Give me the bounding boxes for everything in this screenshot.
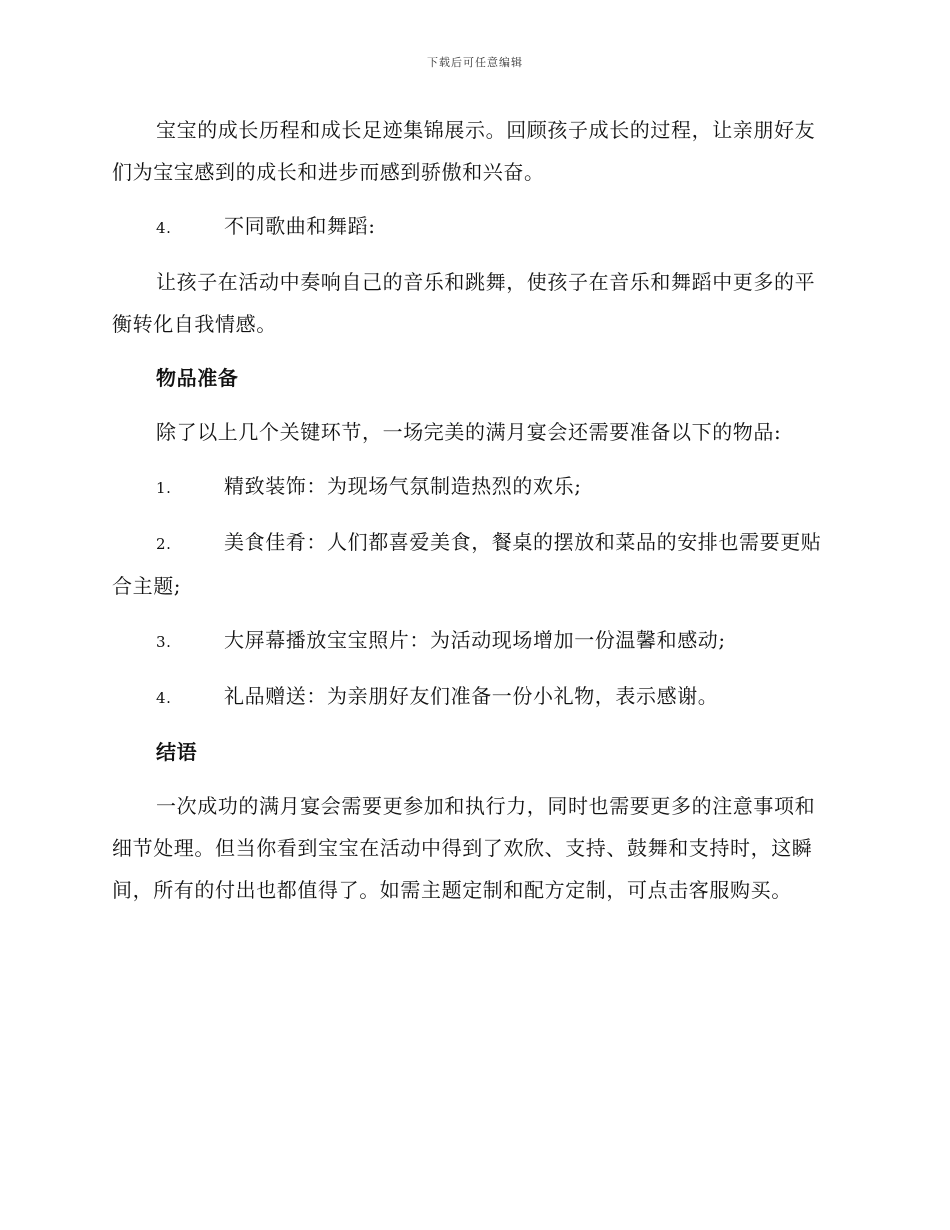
list-item-text: 大屏幕播放宝宝照片：为活动现场增加一份温馨和感动;: [224, 628, 726, 652]
list-item-text: 不同歌曲和舞蹈:: [224, 214, 376, 238]
list-item-text: 美食佳肴：人们都喜爱美食，餐桌的摆放和菜品的安排也需要更贴合主题;: [112, 530, 822, 598]
section-heading-conclusion: 结语: [156, 740, 198, 764]
list-item-text: 精致装饰：为现场气氛制造热烈的欢乐;: [224, 474, 582, 498]
paragraph-conclusion: 一次成功的满月宴会需要更参加和执行力，同时也需要更多的注意事项和细节处理。但当你看到宝宝在活动中得到了欢欣、支持、鼓舞和支持时，这瞬间，所有的付出也都值得了。如需主题定制和配方定制，可点击客服购买。: [112, 794, 816, 902]
paragraph-music-dance: 让孩子在活动中奏响自己的音乐和跳舞，使孩子在音乐和舞蹈中更多的平衡转化自我情感。: [112, 270, 816, 336]
list-item-food: [112, 521, 832, 607]
list-number: 4.: [156, 689, 172, 707]
paragraph-growth-showcase: 宝宝的成长历程和成长足迹集锦展示。回顾孩子成长的过程，让亲朋好友们为宝宝感到的成长和进步而感到骄傲和兴奋。: [112, 118, 816, 184]
list-item-decoration: [112, 465, 832, 509]
list-item-gifts: [112, 675, 832, 719]
list-number: 1.: [156, 479, 172, 497]
list-number: 4.: [156, 219, 172, 237]
section-heading-supplies: 物品准备: [156, 366, 239, 390]
page-header: 下载后可任意编辑: [427, 56, 523, 69]
list-number: 3.: [156, 633, 172, 651]
list-item-text: 礼品赠送：为亲朋好友们准备一份小礼物，表示感谢。: [224, 684, 719, 708]
paragraph-supplies-intro: 除了以上几个关键环节，一场完美的满月宴会还需要准备以下的物品:: [156, 420, 782, 444]
list-item-photo-screen: [112, 619, 832, 663]
list-number: 2.: [156, 535, 172, 553]
list-item-songs-dances: [112, 205, 832, 249]
document-body: [112, 109, 832, 923]
